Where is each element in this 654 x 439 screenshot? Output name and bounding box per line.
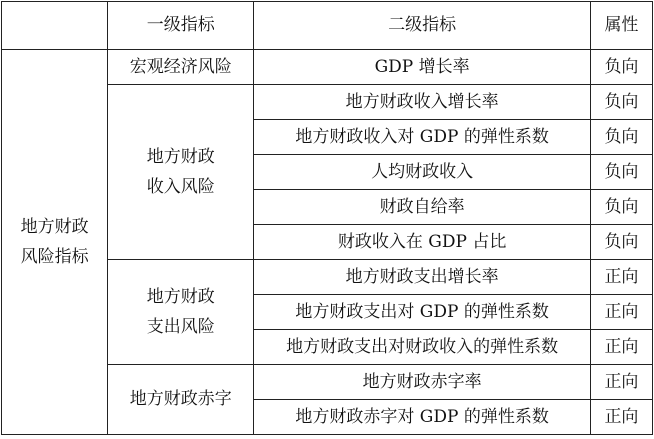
secondary-indicator-cell: 人均财政收入 bbox=[254, 155, 591, 190]
header-cell-root bbox=[2, 2, 108, 50]
indicator-table bbox=[1, 1, 653, 435]
header-cell-attribute: 属性 bbox=[590, 2, 652, 50]
secondary-indicator-cell: 地方财政赤字对 GDP 的弹性系数 bbox=[254, 400, 591, 435]
header-row bbox=[2, 2, 653, 50]
attribute-cell: 正向 bbox=[590, 260, 652, 295]
attribute-cell: 负向 bbox=[590, 50, 652, 85]
attribute-cell: 正向 bbox=[590, 295, 652, 330]
attribute-cell: 负向 bbox=[590, 120, 652, 155]
attribute-cell: 负向 bbox=[590, 155, 652, 190]
table-row bbox=[2, 50, 653, 85]
secondary-indicator-cell: 地方财政支出对财政收入的弹性系数 bbox=[254, 330, 591, 365]
attribute-cell: 负向 bbox=[590, 225, 652, 260]
attribute-cell: 正向 bbox=[590, 330, 652, 365]
primary-label-line: 宏观经济风险 bbox=[129, 56, 232, 77]
attribute-cell: 负向 bbox=[590, 190, 652, 225]
secondary-indicator-cell: 地方财政支出对 GDP 的弹性系数 bbox=[254, 295, 591, 330]
primary-label-line: 地方财政 bbox=[146, 287, 215, 307]
primary-category-cell bbox=[108, 260, 254, 365]
attribute-cell: 正向 bbox=[590, 400, 652, 435]
header-cell-primary-indicator: 一级指标 bbox=[108, 2, 254, 50]
secondary-indicator-cell: 地方财政支出增长率 bbox=[254, 260, 591, 295]
secondary-indicator-cell: 地方财政收入增长率 bbox=[254, 85, 591, 120]
primary-category-cell bbox=[108, 85, 254, 260]
primary-category-cell bbox=[108, 365, 254, 435]
attribute-cell: 正向 bbox=[590, 365, 652, 400]
secondary-indicator-cell: 地方财政赤字率 bbox=[254, 365, 591, 400]
header-cell-secondary-indicator: 二级指标 bbox=[254, 2, 591, 50]
secondary-indicator-cell: 地方财政收入对 GDP 的弹性系数 bbox=[254, 120, 591, 155]
primary-label-line: 地方财政赤字 bbox=[129, 389, 232, 409]
root-category-cell bbox=[2, 50, 108, 435]
root-label-line: 地方财政 bbox=[20, 217, 89, 237]
primary-label-line: 收入风险 bbox=[146, 177, 215, 197]
root-label-line: 风险指标 bbox=[20, 247, 89, 267]
secondary-indicator-cell: 财政自给率 bbox=[254, 190, 591, 225]
primary-label-line: 地方财政 bbox=[146, 147, 215, 167]
primary-label-line: 支出风险 bbox=[146, 317, 215, 337]
secondary-indicator-cell: 财政收入在 GDP 占比 bbox=[254, 225, 591, 260]
secondary-indicator-cell: GDP 增长率 bbox=[254, 50, 591, 85]
attribute-cell: 负向 bbox=[590, 85, 652, 120]
primary-category-cell bbox=[108, 50, 254, 85]
